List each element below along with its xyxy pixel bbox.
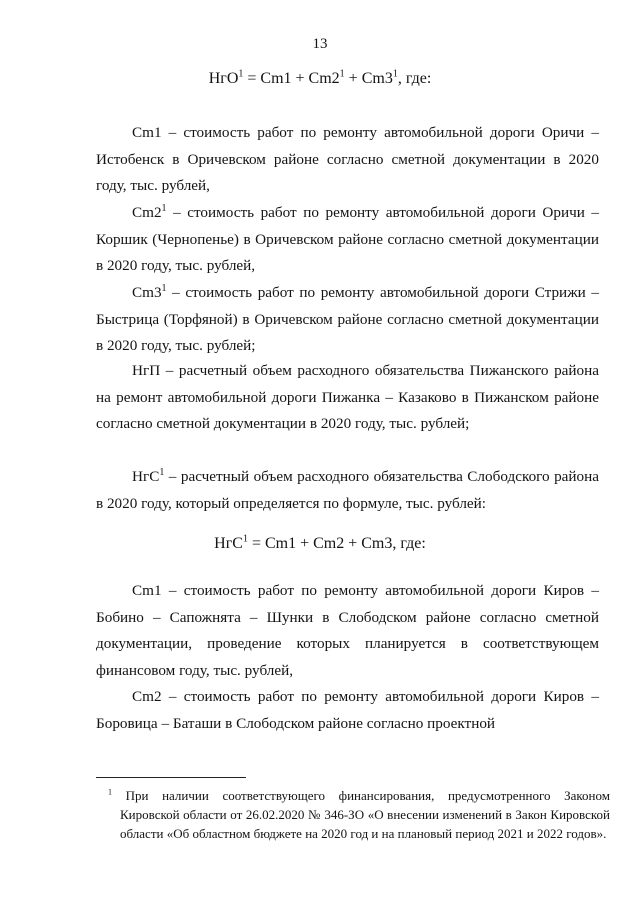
formula-tail: , где: <box>397 70 432 87</box>
footnote <box>108 786 610 843</box>
footnote-text: При наличии соответствующего финансирования, предусмотренного Законом Кировской области от 26.02.2020 № 346-ЗО «О внесении изменений в Закон Кировской области «Об областном бюджете на 2020 год и на плановый период 2021 и 2022 годов». <box>112 788 610 841</box>
definition-text: – стоимость работ по ремонту автомобильной дороги Оричи – Истобенск в Оричевском районе согласно сметной документации в 2020 году, тыс. рублей, <box>96 124 599 194</box>
formula-rhs: = Cm1 + Cm2 + Cm3, где: <box>247 535 426 552</box>
formula-ngs <box>0 535 640 553</box>
footnote-mark: 1 <box>108 787 112 797</box>
term: НгС <box>132 468 160 485</box>
footnote-divider <box>96 777 246 778</box>
formula-lhs-sup: 1 <box>238 68 244 80</box>
definition-cm3-strizhi-bystritsa <box>96 280 599 360</box>
definition-cm2-orichi-korshik <box>96 200 599 280</box>
term: НгП <box>132 362 161 379</box>
term: Cm2 <box>132 688 162 705</box>
term-sup: 1 <box>161 202 167 214</box>
definition-text: – расчетный объем расходного обязательства Слободского района в 2020 году, который определяется по формуле, тыс. рублей: <box>96 468 599 512</box>
term-sup: 1 <box>161 282 167 294</box>
term: Cm2 <box>132 204 162 221</box>
definition-ngp-pizhanka <box>96 358 599 438</box>
definition-cm2-kirov-borovitsa <box>96 684 599 737</box>
definition-text: – стоимость работ по ремонту автомобильной дороги Киров – Бобино – Сапожнята – Шунки в Слободском районе согласно сметной документации, проведение которых планируется в соответствующем финансовом году, тыс. рублей, <box>96 582 599 679</box>
definition-text: – стоимость работ по ремонту автомобильной дороги Оричи – Коршик (Чернопенье) в Оричевском районе согласно сметной документации в 2020 году, тыс. рублей, <box>96 204 599 274</box>
term: Cm1 <box>132 582 162 599</box>
definition-text: – стоимость работ по ремонту автомобильной дороги Стрижи – Быстрица (Торфяной) в Оричевском районе согласно сметной документации в 2020 году, тыс. рублей; <box>96 284 599 354</box>
formula-lhs-sup: 1 <box>242 533 248 545</box>
definition-text: – стоимость работ по ремонту автомобильной дороги Киров – Боровица – Баташи в Слободском районе согласно проектной <box>96 688 599 732</box>
formula-rhs-a: = Cm1 + Cm2 <box>243 70 340 87</box>
formula-lhs: НгО <box>208 70 239 87</box>
term: Cm1 <box>132 124 162 141</box>
formula-ngo <box>0 70 640 88</box>
definition-ngs-slobodskoy <box>96 464 599 517</box>
definition-text: – расчетный объем расходного обязательства Пижанского района на ремонт автомобильной дороги Пижанка – Казаково в Пижанском районе согласно сметной документации в 2020 году, тыс. рублей; <box>96 362 599 432</box>
definition-cm1-kirov-bobino <box>96 578 599 684</box>
term-sup: 1 <box>159 466 165 478</box>
formula-lhs: НгС <box>214 535 243 552</box>
formula-sup-b: 1 <box>392 68 398 80</box>
definition-cm1-orichi-istobensk <box>96 120 599 200</box>
formula-sup-a: 1 <box>339 68 345 80</box>
term: Cm3 <box>132 284 162 301</box>
page-number: 13 <box>312 36 328 52</box>
formula-rhs-b: + Cm3 <box>344 70 393 87</box>
